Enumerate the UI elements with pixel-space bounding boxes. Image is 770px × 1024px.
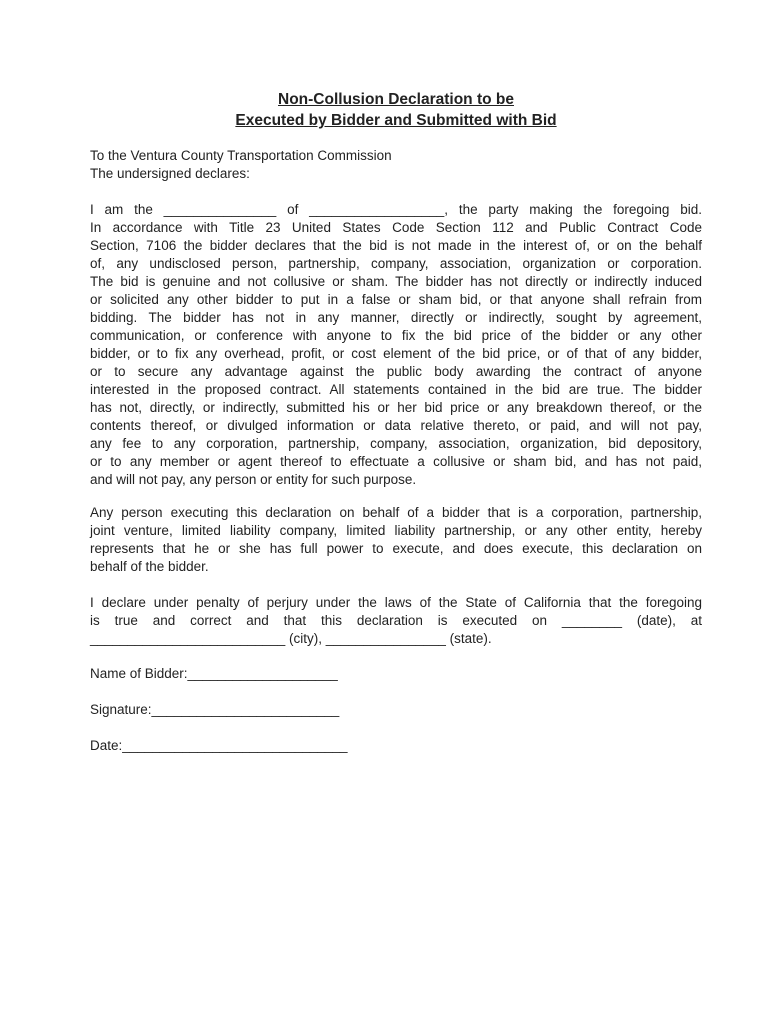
- paragraph-line: Any person executing this declaration on behalf of a bidder that is a corporation, partnership,: [90, 505, 702, 520]
- document-title: [90, 89, 702, 131]
- paragraph-line: is true and correct and that this declaration is executed on ________ (date), at: [90, 613, 702, 628]
- paragraph-line: and will not pay, any person or entity for such purpose.: [90, 472, 417, 487]
- paragraph-line: __________________________ (city), ________________ (state).: [90, 631, 492, 646]
- paragraph-line: or solicited any other bidder to put in a false or sham bid, or that anyone shall refrain from: [90, 292, 702, 307]
- paragraph-line: or to secure any advantage against the public body awarding the contract of anyone: [90, 364, 702, 379]
- authority-paragraph: [90, 504, 702, 576]
- addressee-line-1: To the Ventura County Transportation Commission: [90, 148, 392, 163]
- paragraph-line: I declare under penalty of perjury under the laws of the State of California that the foregoing: [90, 595, 702, 610]
- paragraph-line: has not, directly, or indirectly, submitted his or her bid price or any breakdown thereof, or the: [90, 400, 702, 415]
- paragraph-line: bidder, or to fix any overhead, profit, or cost element of the bid price, or of that of any bidder,: [90, 346, 702, 361]
- paragraph-line: of, any undisclosed person, partnership, company, association, organization or corporation.: [90, 256, 702, 271]
- paragraph-line: bidding. The bidder has not in any manner, directly or indirectly, sought by agreement,: [90, 310, 702, 325]
- paragraph-line: The bid is genuine and not collusive or sham. The bidder has not directly or indirectly induced: [90, 274, 702, 289]
- paragraph-line: represents that he or she has full power to execute, and does execute, this declaration on: [90, 541, 702, 556]
- paragraph-line: any fee to any corporation, partnership, company, association, organization, bid depository,: [90, 436, 702, 451]
- paragraph-line: joint venture, limited liability company, limited liability partnership, or any other entity, hereby: [90, 523, 702, 538]
- name-of-bidder-field[interactable]: Name of Bidder:____________________: [90, 666, 338, 681]
- perjury-paragraph: [90, 594, 702, 648]
- declaration-paragraph: [90, 201, 702, 489]
- date-field[interactable]: Date:______________________________: [90, 738, 348, 753]
- paragraph-line: communication, or conference with anyone to fix the bid price of the bidder or any other: [90, 328, 702, 343]
- paragraph-line: or to any member or agent thereof to effectuate a collusive or sham bid, and has not paid,: [90, 454, 702, 469]
- addressee-line-2: The undersigned declares:: [90, 166, 250, 181]
- paragraph-line: In accordance with Title 23 United States Code Section 112 and Public Contract Code: [90, 220, 702, 235]
- addressee-block: [90, 147, 702, 183]
- paragraph-line: I am the _______________ of __________________, the party making the foregoing bid.: [90, 202, 702, 217]
- paragraph-line: interested in the proposed contract. All statements contained in the bid are true. The bidder: [90, 382, 702, 397]
- paragraph-line: Section, 7106 the bidder declares that the bid is not made in the interest of, or on the behalf: [90, 238, 702, 253]
- paragraph-line: behalf of the bidder.: [90, 559, 209, 574]
- signature-field[interactable]: Signature:_________________________: [90, 702, 340, 717]
- title-line-2: Executed by Bidder and Submitted with Bid: [235, 112, 557, 129]
- paragraph-line: contents thereof, or divulged information or data relative thereto, or paid, and will not pay,: [90, 418, 702, 433]
- title-line-1: Non-Collusion Declaration to be: [278, 91, 514, 108]
